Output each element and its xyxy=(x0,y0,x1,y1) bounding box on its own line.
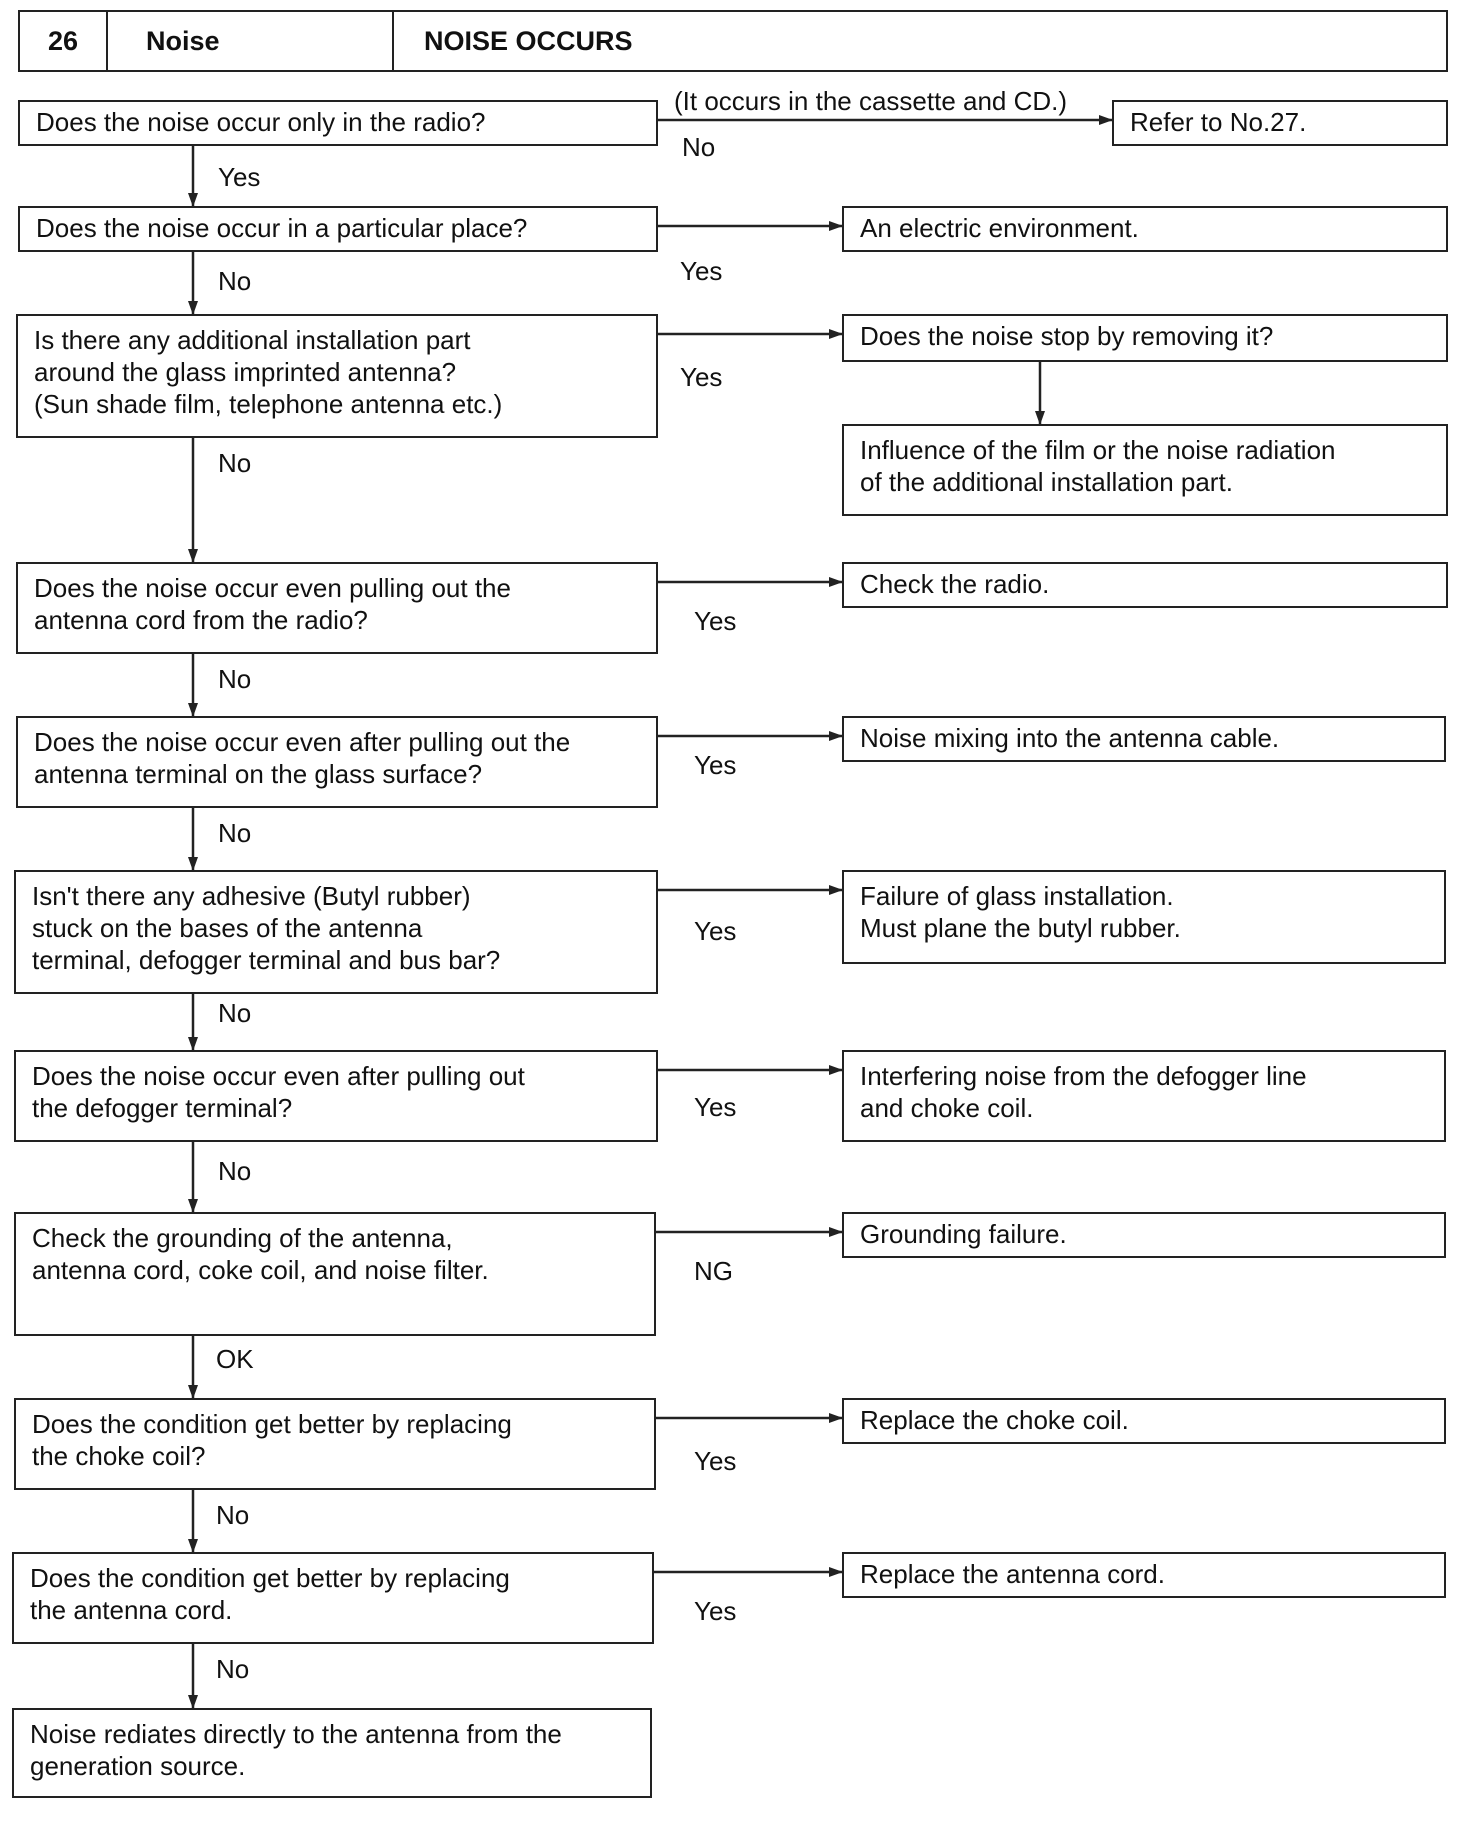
edge-label-q8-r8: NG xyxy=(694,1256,733,1286)
flow-node-r1 xyxy=(1112,100,1448,146)
flow-node-q10 xyxy=(12,1552,654,1644)
edge-note-q1-r1: (It occurs in the cassette and CD.) xyxy=(674,86,1068,116)
node-text-line: Does the noise occur in a particular place? xyxy=(36,213,528,243)
edge-label-q3-q4: No xyxy=(218,448,252,478)
node-text-line: of the additional installation part. xyxy=(860,467,1233,497)
node-text-line: Noise mixing into the antenna cable. xyxy=(860,723,1280,753)
edge-label-q10-r10: Yes xyxy=(694,1596,737,1626)
node-text-line: Refer to No.27. xyxy=(1130,107,1307,137)
section-category: Noise xyxy=(108,12,394,70)
flow-node-r3a xyxy=(842,314,1448,362)
node-text-line: Failure of glass installation. xyxy=(860,881,1174,911)
edge-label-q1-q2: Yes xyxy=(218,162,261,192)
flow-node-r8 xyxy=(842,1212,1446,1258)
node-text-line: Check the grounding of the antenna, xyxy=(32,1223,453,1253)
node-text-line: (Sun shade film, telephone antenna etc.) xyxy=(34,389,503,419)
flow-node-q8 xyxy=(14,1212,656,1336)
node-text-line: stuck on the bases of the antenna xyxy=(32,913,423,943)
edge-label-q10-end: No xyxy=(216,1654,250,1684)
node-text-line: Is there any additional installation part xyxy=(34,325,471,355)
flow-node-r3b xyxy=(842,424,1448,516)
flow-node-q6 xyxy=(14,870,658,994)
flow-node-r2 xyxy=(842,206,1448,252)
node-text-line: Does the noise occur even after pulling out the xyxy=(34,727,571,757)
flow-node-q1 xyxy=(18,100,658,146)
node-text-line: generation source. xyxy=(30,1751,246,1781)
edge-label-q4-r4: Yes xyxy=(694,606,737,636)
node-text-line: antenna terminal on the glass surface? xyxy=(34,759,483,789)
node-text-line: around the glass imprinted antenna? xyxy=(34,357,457,387)
node-text-line: terminal, defogger terminal and bus bar? xyxy=(32,945,501,975)
edge-label-q9-q10: No xyxy=(216,1500,250,1530)
node-text-line: Does the noise occur even pulling out the xyxy=(34,573,511,603)
edge-label-q6-r6: Yes xyxy=(694,916,737,946)
node-text-line: the defogger terminal? xyxy=(32,1093,293,1123)
flow-node-end xyxy=(12,1708,652,1798)
node-text-line: Grounding failure. xyxy=(860,1219,1067,1249)
edge-label-q5-r5: Yes xyxy=(694,750,737,780)
node-text-line: Does the condition get better by replacing xyxy=(32,1409,512,1439)
edge-label-q6-q7: No xyxy=(218,998,252,1028)
edge-label-q5-q6: No xyxy=(218,818,252,848)
node-text-line: and choke coil. xyxy=(860,1093,1034,1123)
node-text-line: Influence of the film or the noise radiation xyxy=(860,435,1336,465)
flow-node-q4 xyxy=(16,562,658,654)
node-text-line: the choke coil? xyxy=(32,1441,206,1471)
flow-node-q7 xyxy=(14,1050,658,1142)
edge-label-q1-r1: No xyxy=(682,132,716,162)
node-text-line: the antenna cord. xyxy=(30,1595,233,1625)
flow-node-q9 xyxy=(14,1398,656,1490)
node-text-line: Check the radio. xyxy=(860,569,1050,599)
page-title: NOISE OCCURS xyxy=(424,25,633,56)
flow-node-r4 xyxy=(842,562,1448,608)
edge-label-q9-r9: Yes xyxy=(694,1446,737,1476)
flow-node-q5 xyxy=(16,716,658,808)
flow-node-r9 xyxy=(842,1398,1446,1444)
node-text-line: Does the noise stop by removing it? xyxy=(860,321,1274,351)
flow-node-r6 xyxy=(842,870,1446,964)
flow-node-r10 xyxy=(842,1552,1446,1598)
node-text-line: Replace the choke coil. xyxy=(860,1405,1129,1435)
edge-label-q7-q8: No xyxy=(218,1156,252,1186)
node-text-line: antenna cord, coke coil, and noise filter. xyxy=(32,1255,489,1285)
node-text-line: antenna cord from the radio? xyxy=(34,605,368,635)
node-text-line: Interfering noise from the defogger line xyxy=(860,1061,1307,1091)
edge-label-q7-r7: Yes xyxy=(694,1092,737,1122)
node-text-line: Replace the antenna cord. xyxy=(860,1559,1165,1589)
edge-label-q2-q3: No xyxy=(218,266,252,296)
node-text-line: Must plane the butyl rubber. xyxy=(860,913,1181,943)
section-number: 26 xyxy=(20,12,108,70)
node-text-line: An electric environment. xyxy=(860,213,1139,243)
edge-label-q8-q9: OK xyxy=(216,1344,254,1374)
node-text-line: Does the noise occur only in the radio? xyxy=(36,107,486,137)
node-text-line: Does the condition get better by replacing xyxy=(30,1563,510,1593)
flow-node-r7 xyxy=(842,1050,1446,1142)
node-text-line: Isn't there any adhesive (Butyl rubber) xyxy=(32,881,471,911)
edge-label-q2-r2: Yes xyxy=(680,256,723,286)
node-text-line: Does the noise occur even after pulling out xyxy=(32,1061,525,1091)
flow-node-q2 xyxy=(18,206,658,252)
edge-label-q4-q5: No xyxy=(218,664,252,694)
flow-node-q3 xyxy=(16,314,658,438)
node-text-line: Noise rediates directly to the antenna from the xyxy=(30,1719,562,1749)
flow-node-r5 xyxy=(842,716,1446,762)
edge-label-q3-r3a: Yes xyxy=(680,362,723,392)
